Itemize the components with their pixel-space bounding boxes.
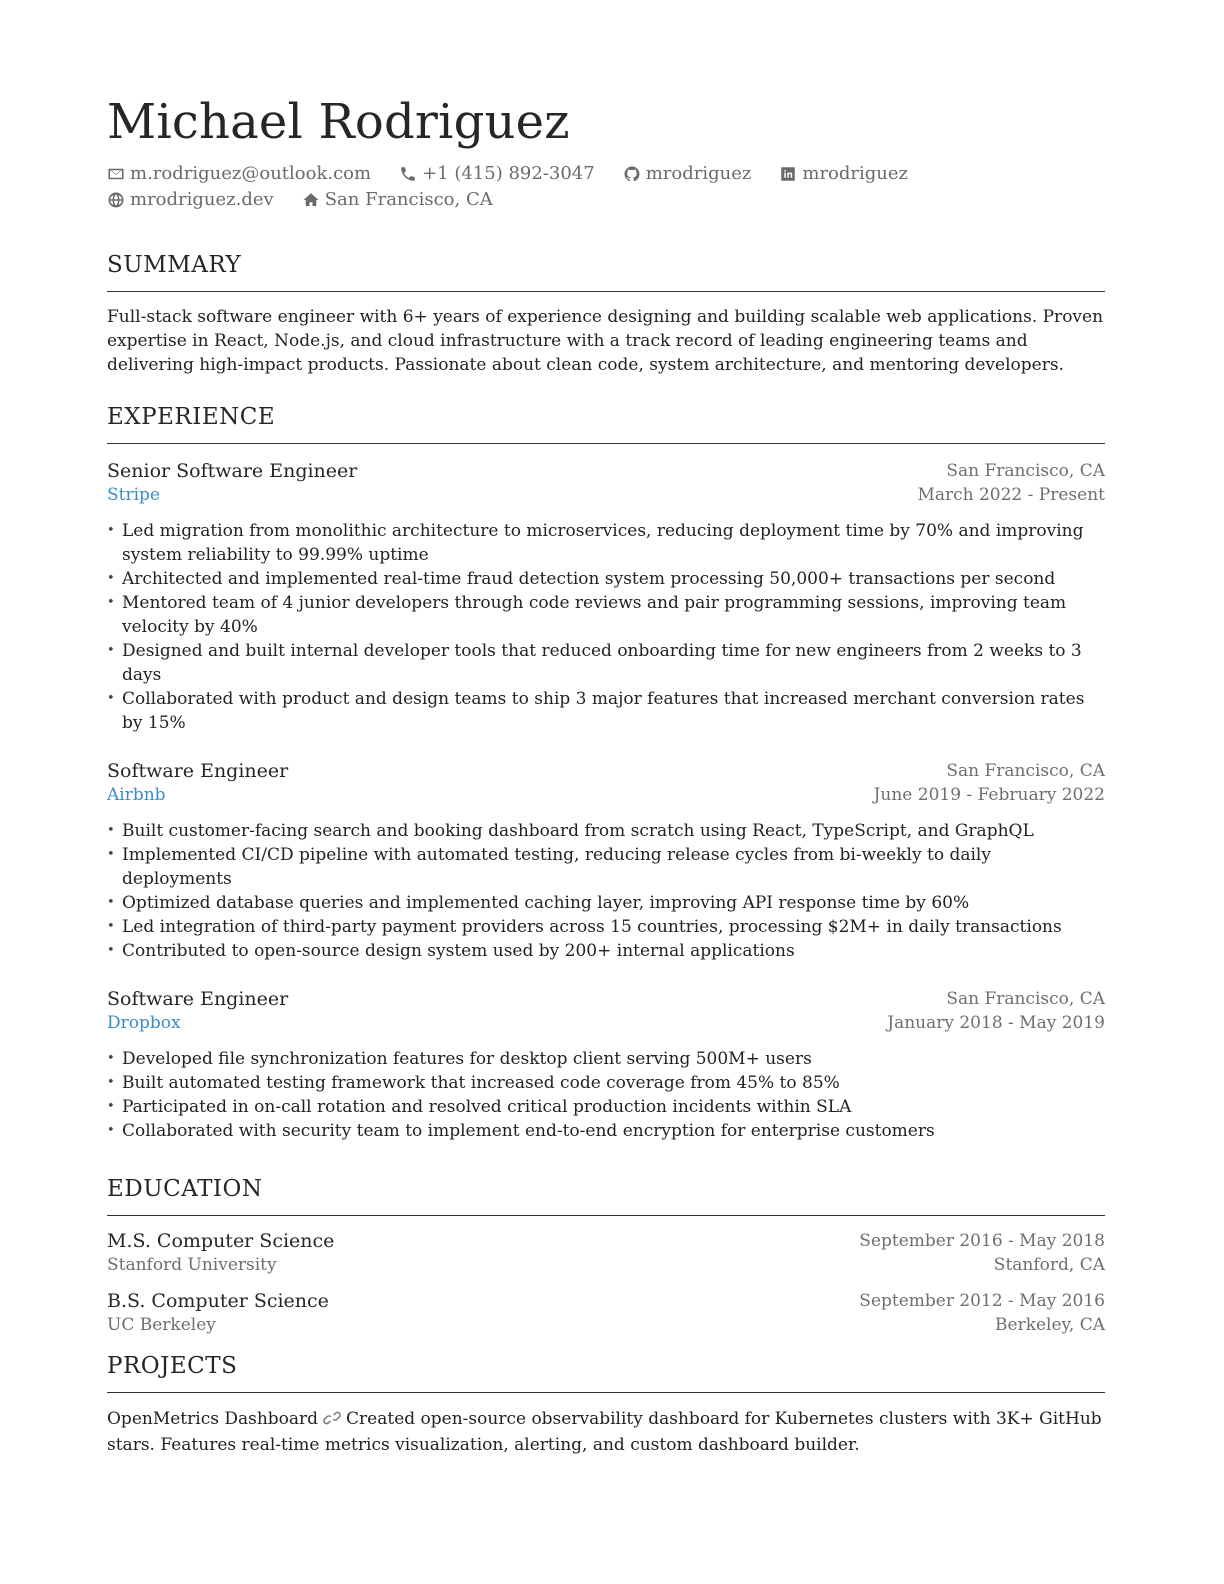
list-item: • Built automated testing framework that increased code coverage from 45% to 85% (107, 1071, 1105, 1095)
website-text[interactable]: mrodriguez.dev (130, 189, 274, 210)
education-entry (107, 1289, 1105, 1337)
job-title: Software Engineer (107, 988, 289, 1010)
job-header (107, 987, 1105, 1035)
experience-heading: EXPERIENCE (107, 402, 1105, 444)
linkedin-text[interactable]: mrodriguez (802, 163, 909, 184)
job-bullets (107, 819, 1105, 963)
github-text[interactable]: mrodriguez (645, 163, 752, 184)
project-entry (107, 1407, 1105, 1457)
list-item: • Designed and built internal developer tools that reduced onboarding time for new engineers from 2 weeks to 3 days (107, 639, 1105, 687)
envelope-icon (107, 165, 125, 183)
projects-heading: PROJECTS (107, 1351, 1105, 1393)
email-text[interactable]: m.rodriguez@outlook.com (130, 163, 372, 184)
education-dates: September 2012 - May 2016 (859, 1291, 1105, 1311)
contact-info (107, 162, 1067, 212)
job-header (107, 459, 1105, 507)
degree-name: B.S. Computer Science (107, 1290, 329, 1312)
job-dates: January 2018 - May 2019 (887, 1013, 1105, 1033)
list-item: • Collaborated with product and design teams to ship 3 major features that increased merchant conversion rates by 15% (107, 687, 1105, 735)
list-item: • Mentored team of 4 junior developers through code reviews and pair programming sessions, improving team velocity by 40% (107, 591, 1105, 639)
job-title: Software Engineer (107, 760, 289, 782)
education-heading: EDUCATION (107, 1174, 1105, 1216)
summary-heading: SUMMARY (107, 250, 1105, 292)
job-location: San Francisco, CA (946, 989, 1105, 1009)
list-item: • Implemented CI/CD pipeline with automated testing, reducing release cycles from bi-weekly to daily deployments (107, 843, 1105, 891)
candidate-name: Michael Rodriguez (107, 94, 570, 150)
job-bullets (107, 519, 1105, 735)
company-name: Airbnb (107, 785, 166, 805)
school-name: UC Berkeley (107, 1315, 216, 1335)
job-title: Senior Software Engineer (107, 460, 358, 482)
phone-text[interactable]: +1 (415) 892-3047 (422, 163, 595, 184)
contact-phone[interactable] (399, 162, 595, 186)
list-item: • Optimized database queries and implemented caching layer, improving API response time by 60% (107, 891, 1105, 915)
list-item: • Built customer-facing search and booking dashboard from scratch using React, TypeScript, and GraphQL (107, 819, 1105, 843)
contact-github[interactable] (623, 162, 752, 186)
education-dates: September 2016 - May 2018 (859, 1231, 1105, 1251)
contact-linkedin[interactable] (779, 162, 908, 186)
list-item: • Led integration of third-party payment providers across 15 countries, processing $2M+ in daily transactions (107, 915, 1105, 939)
job-entry (107, 987, 1105, 1143)
job-dates: March 2022 - Present (917, 485, 1105, 505)
contact-email[interactable] (107, 162, 371, 186)
projects-section (107, 1351, 1105, 1457)
github-icon (623, 165, 641, 183)
project-name: OpenMetrics Dashboard (107, 1409, 319, 1429)
location-text: San Francisco, CA (324, 189, 493, 210)
education-location: Berkeley, CA (995, 1315, 1105, 1335)
education-entry (107, 1229, 1105, 1277)
summary-text: Full-stack software engineer with 6+ years of experience designing and building scalable web applications. Proven expertise in React, Node.js, and cloud infrastructure with a track record of leading engineering teams and delivering high-impact products. Passionate about clean code, system architecture, and mentoring developers. (107, 307, 1104, 375)
project-description: Created open-source observability dashboard for Kubernetes clusters with 3K+ GitHub stars. Features real-time metrics visualization, alerting, and custom dashboard builder. (107, 1409, 1102, 1455)
job-entry (107, 759, 1105, 963)
experience-section (107, 402, 1105, 1143)
job-location: San Francisco, CA (946, 761, 1105, 781)
list-item: • Led migration from monolithic architecture to microservices, reducing deployment time by 70% and improving system reliability to 99.99% uptime (107, 519, 1105, 567)
education-section (107, 1174, 1105, 1337)
phone-icon (399, 165, 417, 183)
job-location: San Francisco, CA (946, 461, 1105, 481)
list-item: • Contributed to open-source design system used by 200+ internal applications (107, 939, 1105, 963)
list-item: • Collaborated with security team to implement end-to-end encryption for enterprise customers (107, 1119, 1105, 1143)
job-header (107, 759, 1105, 807)
degree-name: M.S. Computer Science (107, 1230, 335, 1252)
contact-website[interactable] (107, 188, 274, 212)
home-icon (302, 191, 320, 209)
list-item: • Architected and implemented real-time fraud detection system processing 50,000+ transactions per second (107, 567, 1105, 591)
list-item: • Participated in on-call rotation and resolved critical production incidents within SLA (107, 1095, 1105, 1119)
company-name: Dropbox (107, 1013, 181, 1033)
list-item: • Developed file synchronization features for desktop client serving 500M+ users (107, 1047, 1105, 1071)
job-entry (107, 459, 1105, 735)
link-icon[interactable] (322, 1409, 342, 1433)
education-location: Stanford, CA (993, 1255, 1105, 1275)
linkedin-icon (779, 165, 797, 183)
job-dates: June 2019 - February 2022 (873, 785, 1105, 805)
school-name: Stanford University (107, 1255, 277, 1275)
summary-section (107, 250, 1105, 377)
globe-icon (107, 191, 125, 209)
job-bullets (107, 1047, 1105, 1143)
company-name: Stripe (107, 485, 160, 505)
contact-location (302, 188, 493, 212)
